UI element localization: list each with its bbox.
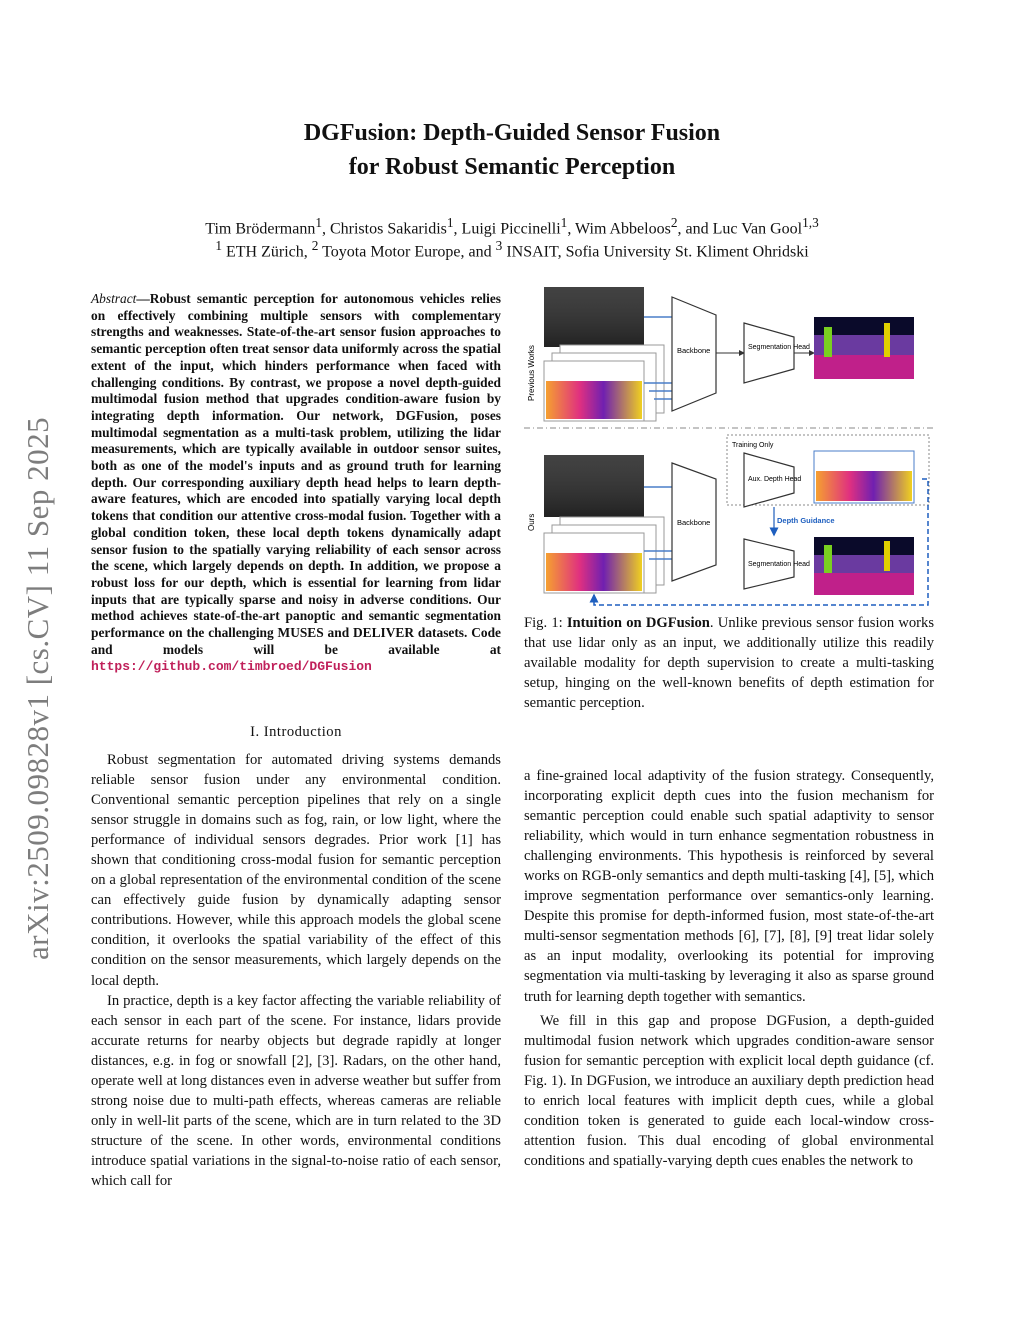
figure-diagram	[524, 283, 934, 613]
abstract-label: Abstract	[91, 291, 137, 306]
intro-left-column	[91, 750, 501, 1191]
row-label-ours: Ours	[527, 513, 536, 531]
row-label-previous: Previous Works	[527, 345, 536, 401]
author-name: Wim Abbeloos	[575, 220, 671, 238]
caption-label: Fig. 1:	[524, 615, 563, 631]
affiliation: Toyota Motor Europe, and	[322, 243, 492, 261]
intro-paragraph-2: In practice, depth is a key factor affecting the variable reliability of each sensor in each part of the scene. For instance, lidars provide accurate returns for nearby objects but degrade rapidly at longer distances, e.g. in fog or snowfall [2], [3]. Radars, on the other hand, operate well at long distances even in adverse weather but suffer from strong noise due to multi-path effects, whereas cameras are reliable only in well-lit parts of the scene, which are in turn related to the 3D structure of the scene. In other words, environmental conditions introduce spatial variations in the signal-to-noise ratio of each sensor, which call for	[91, 992, 501, 1189]
figure-1	[524, 283, 934, 613]
author-list: Tim Brödermann$^1$, Christos Sakaridis$^1$, Luigi Piccinelli$^1$, Wim Abbeloos$^2$, and Luc Van Gool$^{1,3}$	[205, 215, 819, 238]
intro-paragraph-1: Robust segmentation for automated driving systems demands reliable sensor fusion under any environmental condition. Conventional semantic perception pipelines that rely on a single sensor struggle in domains such as fog, rain, or low light, where the performance of individual sensors degrades. Prior work [1] has shown that conditioning cross-modal fusion for semantic perception on a global representation of the environmental condition of the scene can effectively guide fusion by dynamically adapting sensor contributions. However, while this approach models the global scene condition, it overlooks the spatial variability of the effect of this condition on the sensor measurements, which largely depends on the local depth.	[91, 752, 501, 989]
caption-text: Unlike previous sensor fusion works that use lidar only as an input, we additionally utilize this readily available modality for depth supervision to create a multi-tasking setup, hinging on the well-known benefits of depth estimation for semantic perception.	[524, 615, 935, 711]
depth-guidance-label: Depth Guidance	[777, 516, 835, 525]
backbone-label-ours: Backbone	[677, 518, 711, 527]
section-heading: I. Introduction	[250, 724, 342, 740]
segmentation-head-block	[744, 323, 794, 383]
seg-head-label-ours: Segmentation Head	[748, 561, 810, 568]
author-name: and Luc Van Gool	[685, 220, 803, 238]
affiliation: ETH Zürich,	[225, 243, 308, 261]
author-name: Christos Sakaridis	[329, 220, 447, 238]
backbone-label: Backbone	[677, 346, 711, 355]
caption-title: Intuition on DGFusion	[566, 615, 710, 631]
training-only-label: Training Only	[732, 442, 774, 449]
affiliation-list: $^1$ ETH Zürich, $^2$ Toyota Motor Europe, and $^3$ INSAIT, Sofia University St. Kliment Ohridski	[215, 238, 809, 261]
author-name: Tim Brödermann	[205, 220, 316, 238]
paper-title-line2: for Robust Semantic Perception	[348, 154, 676, 180]
code-link[interactable]: https://github.com/timbroed/DGFusion	[91, 659, 372, 675]
abstract-text: Robust semantic perception for autonomous vehicles relies on effectively combining multiple sensors with complementary strengths and weaknesses. State-of-the-art sensor fusion approaches to semantic perception often treat sensor data uniformly across the spatial extent of the input, which hinders performance when faced with challenging conditions. By contrast, we propose a novel depth-guided multimodal fusion method that upgrades condition-aware fusion by integrating depth information. Our network, DGFusion, poses multimodal segmentation as a multi-task problem, utilizing the lidar measurements, which are typically available in outdoor sensor suites, both as one of the model's inputs and as ground truth for learning depth. Our corresponding auxiliary depth head helps to learn depth-aware features, which are encoded into spatially varying local depth tokens that condition our attentive cross-modal fusion. Together with a global condition token, these local depth tokens dynamically adapt sensor fusion to the spatially varying reliability of each sensor across the scene, which largely depends on depth. In addition, we propose a robust loss for our depth, which is essential for learning from lidar inputs that are typically sparse and noisy in adverse conditions. Our method achieves state-of-the-art panoptic and semantic segmentation performance on the challenging MUSES and DELIVER datasets. Code and models will be available at	[91, 291, 501, 657]
affiliation: INSAIT, Sofia University St. Kliment Ohridski	[506, 243, 809, 261]
figure-caption: Fig. 1: Intuition on DGFusion. Unlike previous sensor fusion works that use lidar only as an input, we additionally utilize this readily available modality for depth supervision to create a multi-tasking setup, hinging on the well-known benefits of depth estimation for semantic perception.	[524, 615, 935, 711]
arxiv-identifier: arXiv:2509.09828v1 [cs.CV] 11 Sep 2025	[20, 416, 55, 960]
lidar-stack-ours	[544, 517, 664, 593]
seg-head-label: Segmentation Head	[748, 344, 810, 351]
intro-paragraph-4: We fill in this gap and propose DGFusion, a depth-guided multimodal fusion network which upgrades condition-aware sensor fusion for semantic perception with explicit local depth guidance (cf. Fig. 1). In DGFusion, we introduce an auxiliary depth prediction head to enrich local features with implicit depth cues, while a global condition token is generated to guide each local-window cross-attention fusion. This dual encoding of global environmental conditions and spatially-varying depth cues enables the network to	[524, 1012, 934, 1169]
intro-paragraph-3: a fine-grained local adaptivity of the fusion strategy. Consequently, incorporating explicit depth cues into the fusion mechanism for semantic perception could enable such spatial adaptivity to sensor reliability, which would in turn enhance segmentation robustness in challenging environments. This hypothesis is reinforced by several works on RGB-only semantics and depth multi-tasking [4], [5], which improve segmentation performance over semantics-only learning. Despite this promise for depth-informed fusion, most state-of-the-art multi-sensor segmentation methods [6], [7], [8], [9] treat lidar solely as an input modality, overlooking its potential for improving segmentation via multi-tasking by leveraging it also as sparse ground truth for learning depth together with semantics.	[524, 768, 934, 1005]
abstract: Abstract—Robust semantic perception for autonomous vehicles relies on effectively combining multiple sensors with complementary strengths and weaknesses. State-of-the-art sensor fusion approaches to semantic perception often treat sensor data uniformly across the spatial extent of the input, which hinders performance when faced with challenging conditions. By contrast, we propose a novel depth-guided multimodal fusion method that upgrades condition-aware fusion by integrating depth information. Our network, DGFusion, poses multimodal segmentation as a multi-task problem, utilizing the lidar measurements, which are typically available in outdoor sensor suites, both as one of the model's inputs and as ground truth for learning depth. Our corresponding auxiliary depth head helps to learn depth-aware features, which are encoded into spatially varying local depth tokens that condition our attentive cross-modal fusion. Together with a global condition token, these local depth tokens dynamically adapt sensor fusion to the spatially varying reliability of each sensor across the scene, which largely depends on depth. In addition, we propose a robust loss for our depth, which is essential for learning from lidar inputs that are typically sparse and noisy in adverse conditions. Our method achieves state-of-the-art panoptic and semantic segmentation performance on the challenging MUSES and DELIVER datasets. Code and models will be available at https://github.com/timbroed/DGFusion	[91, 291, 501, 675]
intro-right-column	[524, 766, 934, 1171]
author-name: Luigi Piccinelli	[461, 220, 561, 238]
paper-title-line1: DGFusion: Depth-Guided Sensor Fusion	[303, 120, 721, 146]
aux-depth-head-label: Aux. Depth Head	[748, 476, 802, 483]
